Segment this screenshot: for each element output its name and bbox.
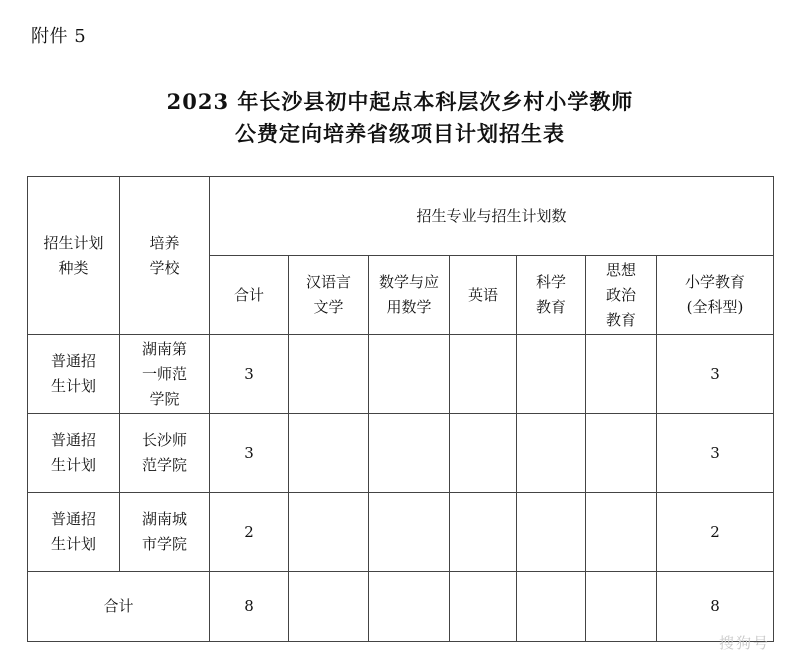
row-primary: 2 xyxy=(657,493,774,572)
enrollment-table xyxy=(27,176,774,642)
row-total: 2 xyxy=(210,493,289,572)
major-header-primary: 小学教育(全科型) xyxy=(657,256,774,335)
attachment-label: 附件 5 xyxy=(31,26,87,47)
header-major-group: 招生专业与招生计划数 xyxy=(210,177,774,256)
row-science xyxy=(517,414,586,493)
footer-math xyxy=(369,572,450,642)
row-politics xyxy=(586,414,657,493)
footer-science xyxy=(517,572,586,642)
row-math xyxy=(369,414,450,493)
major-header-total: 合计 xyxy=(210,256,289,335)
row-science xyxy=(517,493,586,572)
footer-politics xyxy=(586,572,657,642)
major-header-english: 英语 xyxy=(450,256,517,335)
row-politics xyxy=(586,335,657,414)
row-primary: 3 xyxy=(657,335,774,414)
footer-total: 8 xyxy=(210,572,289,642)
major-header-chinese: 汉语言文学 xyxy=(289,256,369,335)
major-header-math: 数学与应用数学 xyxy=(369,256,450,335)
row-school: 湖南第一师范学院 xyxy=(120,335,210,414)
row-plan-type: 普通招生计划 xyxy=(28,414,120,493)
table-footer-row xyxy=(28,572,774,642)
row-plan-type: 普通招生计划 xyxy=(28,335,120,414)
row-school: 湖南城市学院 xyxy=(120,493,210,572)
page-title-line-2: 公费定向培养省级项目计划招生表 xyxy=(235,121,565,146)
table-row xyxy=(28,493,774,572)
row-school: 长沙师范学院 xyxy=(120,414,210,493)
header-school: 培养学校 xyxy=(120,177,210,335)
row-chinese xyxy=(289,414,369,493)
row-total: 3 xyxy=(210,414,289,493)
row-plan-type: 普通招生计划 xyxy=(28,493,120,572)
footer-english xyxy=(450,572,517,642)
header-plan-type: 招生计划种类 xyxy=(28,177,120,335)
table-row xyxy=(28,414,774,493)
row-english xyxy=(450,493,517,572)
row-science xyxy=(517,335,586,414)
row-english xyxy=(450,335,517,414)
watermark: 搜狗号 xyxy=(718,634,770,652)
row-total: 3 xyxy=(210,335,289,414)
footer-primary: 8 xyxy=(657,572,774,642)
row-politics xyxy=(586,493,657,572)
row-english xyxy=(450,414,517,493)
row-math xyxy=(369,335,450,414)
row-primary: 3 xyxy=(657,414,774,493)
table-row xyxy=(28,335,774,414)
major-header-politics: 思想政治教育 xyxy=(586,256,657,335)
page-title-line-1: 2023 年长沙县初中起点本科层次乡村小学教师 xyxy=(166,89,634,114)
major-header-science: 科学教育 xyxy=(517,256,586,335)
row-chinese xyxy=(289,335,369,414)
footer-chinese xyxy=(289,572,369,642)
row-math xyxy=(369,493,450,572)
row-chinese xyxy=(289,493,369,572)
footer-label: 合计 xyxy=(28,572,210,642)
